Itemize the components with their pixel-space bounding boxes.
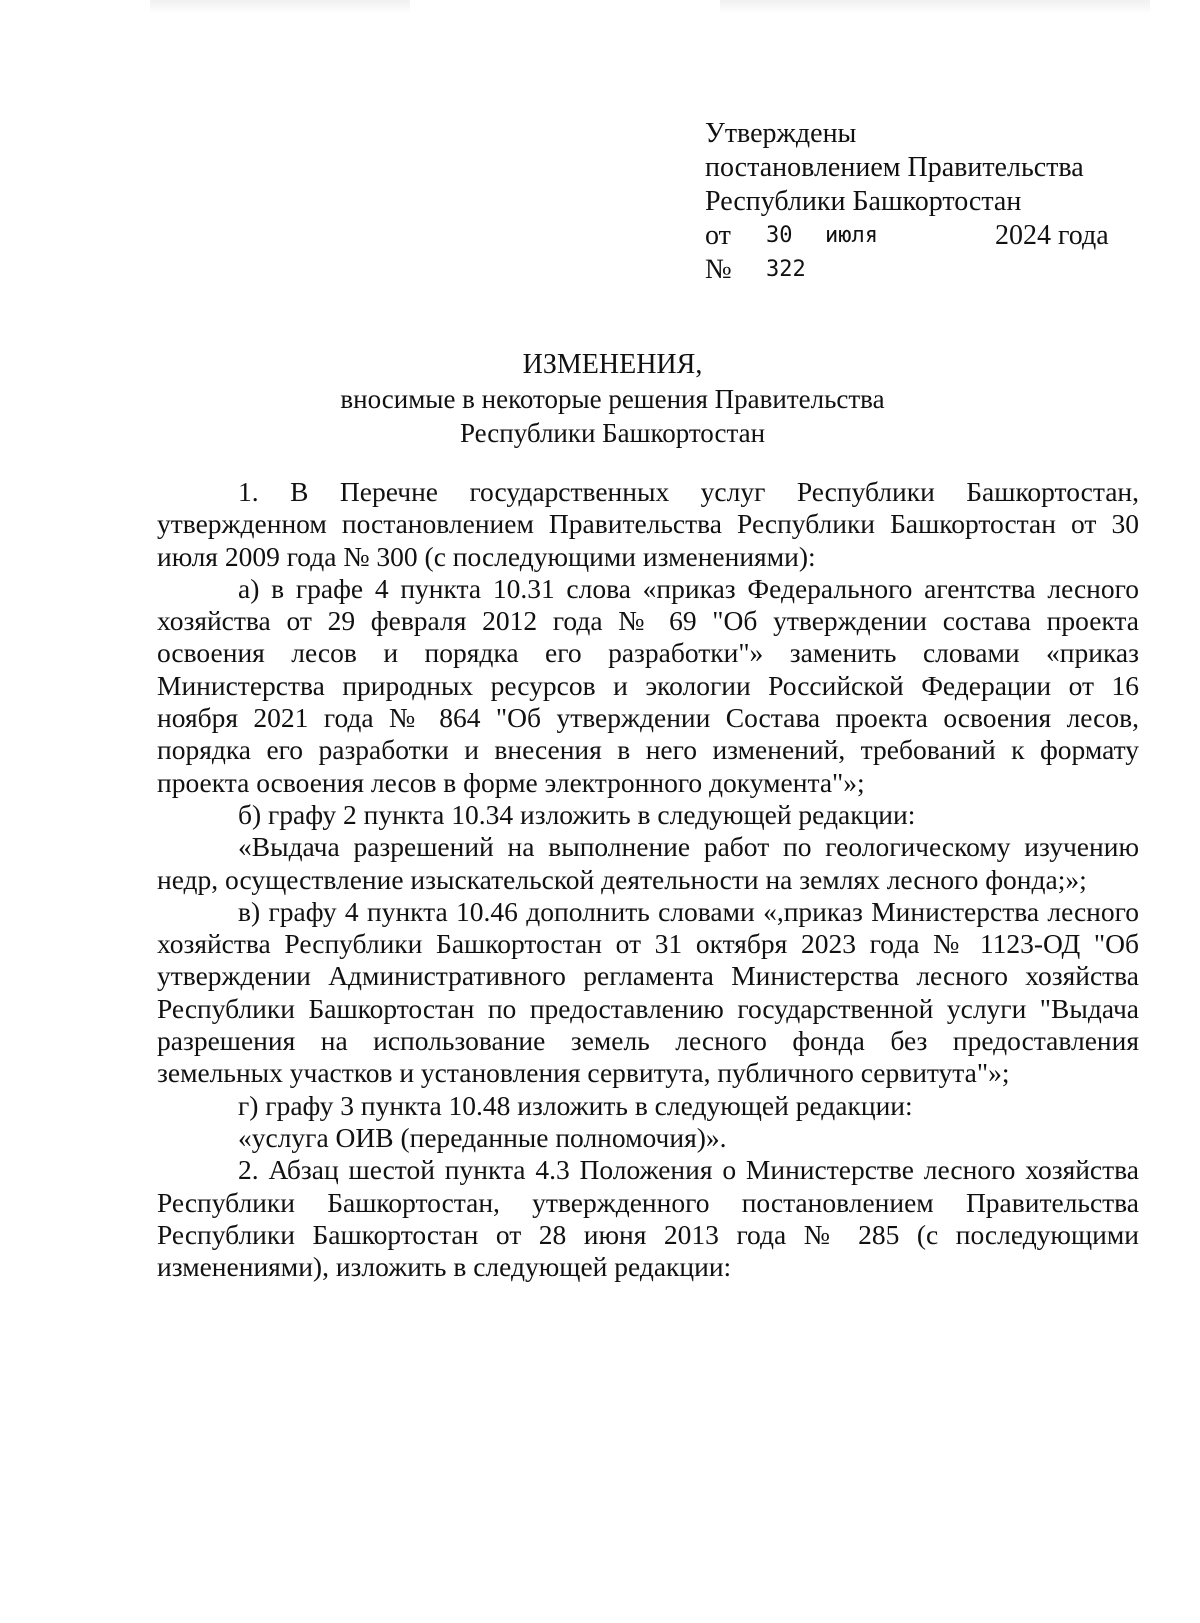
document-title xyxy=(150,348,1075,450)
scan-shadow-right xyxy=(720,0,1150,14)
title-subtitle-1: вносимые в некоторые решения Правительства xyxy=(340,384,885,414)
document-body xyxy=(157,476,1139,1283)
paragraph-1b: б) графу 2 пункта 10.34 изложить в следующей редакции: xyxy=(238,798,916,830)
approval-block xyxy=(705,117,1125,287)
scan-shadow-left xyxy=(150,0,410,14)
approval-number-line xyxy=(705,253,1125,287)
paragraph-1: 1. В Перечне государственных услуг Республики Башкортостан, утвержденном постановлением Правительства Республики Башкортостан от 30 июля 2009 года № 300 (с последующими изменениями): xyxy=(157,476,1139,572)
title-main: ИЗМЕНЕНИЯ, xyxy=(522,349,703,380)
title-subtitle-2: Республики Башкортостан xyxy=(459,418,766,448)
paragraph-1b-quote: «Выдача разрешений на выполнение работ по геологическому изучению недр, осуществление изыскательской деятельности на землях лесного фонда;»; xyxy=(157,831,1139,895)
date-month: июля xyxy=(825,223,878,248)
date-day: 30 xyxy=(766,223,793,248)
paragraph-1a: а) в графе 4 пункта 10.31 слова «приказ Федерального агентства лесного хозяйства от 29 февраля 2012 года № 69 "Об утверждении состава проекта освоения лесов и порядка его разработки"» заменить словами «приказ Министерства природных ресурсов и экологии Российской Федерации от 16 ноября 2021 года № 864 "Об утверждении Состава проекта освоения лесов, порядка его разработки и внесения в него изменений, требований к формату проекта освоения лесов в форме электронного документа"»; xyxy=(157,572,1139,798)
approval-date-line xyxy=(705,219,1125,253)
paragraph-1g-quote: «услуга ОИВ (переданные полномочия)». xyxy=(238,1121,727,1153)
paragraph-2: 2. Абзац шестой пункта 4.3 Положения о Министерстве лесного хозяйства Республики Башкортостан, утвержденного постановлением Правительства Республики Башкортостан от 28 июня 2013 года № 285 (с последующими изменениями), изложить в следующей редакции: xyxy=(157,1154,1139,1283)
approval-line-3: Республики Башкортостан xyxy=(705,186,1022,217)
paragraph-1v: в) графу 4 пункта 10.46 дополнить словами «,приказ Министерства лесного хозяйства Республики Башкортостан от 31 октября 2023 года № 1123-ОД "Об утверждении Административного регламента Министерства лесного хозяйства Республики Башкортостан по предоставлению государственной услуги "Выдача разрешения на использование земель лесного фонда без предоставления земельных участков и установления сервитута, публичного сервитута"»; xyxy=(157,895,1139,1089)
number-value: 322 xyxy=(766,257,806,282)
number-prefix: № xyxy=(705,254,732,285)
paragraph-1g: г) графу 3 пункта 10.48 изложить в следующей редакции: xyxy=(238,1089,913,1121)
approval-line-1: Утверждены xyxy=(705,118,857,149)
date-year: 2024 года xyxy=(995,220,1109,251)
date-prefix: от xyxy=(705,220,731,251)
approval-line-2: постановлением Правительства xyxy=(705,152,1084,183)
